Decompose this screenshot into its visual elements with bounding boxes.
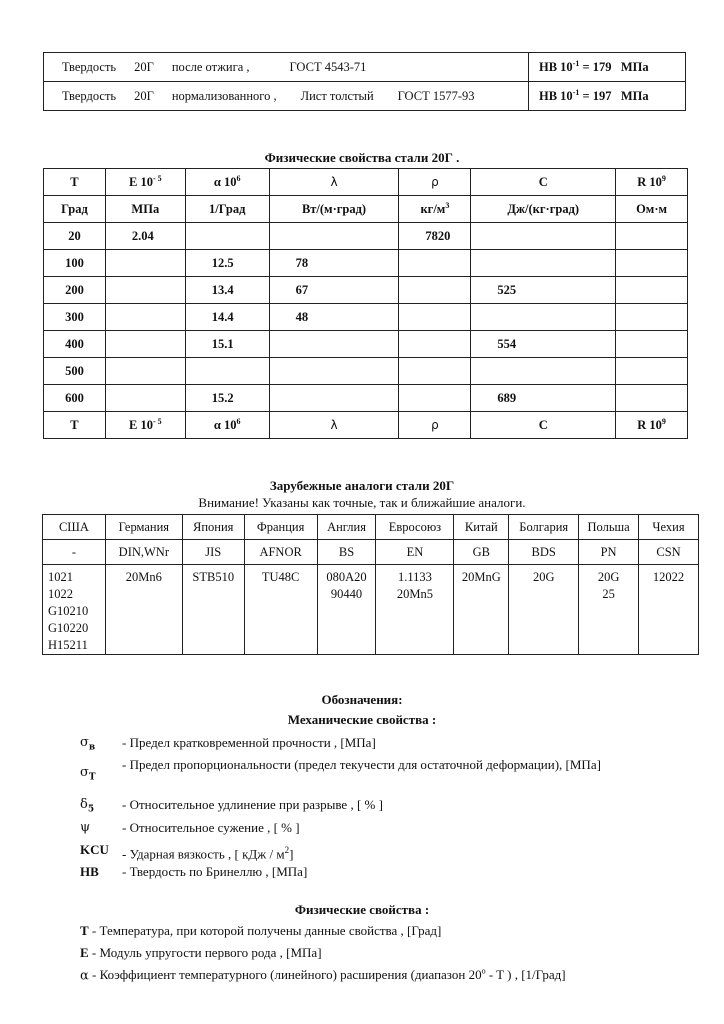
physical-cell [616,277,688,304]
sigma-t-symbol: $\sigma_T$ [80,765,96,783]
hardness-standard: ГОСТ 4543-71 [289,59,367,74]
physical-header-cell [616,169,688,196]
physical-cell [399,331,471,358]
analogs-standard-row [43,540,699,565]
physical-cell: 12.5 [185,250,269,277]
physical-cell: 554 [471,331,616,358]
physical-cell [269,385,399,412]
physical-unit-cell: Дж/(кг·град) [471,196,616,223]
header-symbol: E 10 [129,175,153,189]
physical-header-cell [616,412,688,439]
header-symbol: C [538,417,548,432]
legend-text: - Предел пропорциональности (предел текучести для остаточной деформации), [МПа] [122,757,601,772]
physical-header-row [44,169,688,196]
e-symbol: E [80,945,89,960]
physical-table [43,168,688,439]
header-symbol: α 10 [213,175,237,189]
legend-item [80,864,307,880]
physical-header-cell [471,412,616,439]
standard-cell: DIN,WNr [105,540,182,565]
legend-item [80,757,642,783]
grade-value: 1022 [48,587,73,601]
physical-unit-cell: Ом·м [616,196,688,223]
physical-cell: 67 [269,277,399,304]
hardness-row [44,53,686,82]
physical-cell [471,304,616,331]
grade-value: 20Mn5 [396,587,433,601]
t-symbol: T [80,923,89,938]
hardness-state: нормализованного , [171,88,277,103]
grade-cell [105,565,182,655]
physical-header-cell [44,412,106,439]
physical-cell: 14.4 [185,304,269,331]
legend-item [80,923,441,939]
physical-cell [269,223,399,250]
hardness-symbol: HB 10 [539,60,573,75]
legend-text: - Относительное сужение , [ % ] [122,820,300,835]
standard-cell: BS [317,540,376,565]
grade-cell [509,565,579,655]
grade-value: 20Mn6 [125,570,162,584]
physical-header-cell [105,412,185,439]
kcu-symbol: KCU [80,842,109,857]
physical-cell [185,223,269,250]
hardness-desc [44,82,529,111]
physical-cell [399,304,471,331]
physical-cell [616,331,688,358]
country-cell: Япония [182,515,244,540]
hardness-label: Твердость [62,59,117,74]
legend-item [80,820,300,836]
physical-data-row [44,304,688,331]
header-symbol: T [70,417,79,432]
grade-value: 20G [597,570,620,584]
country-cell: Евросоюз [376,515,454,540]
standard-cell: PN [579,540,639,565]
physical-cell [471,223,616,250]
legend-item [80,945,322,961]
grade-cell [43,565,106,655]
header-symbol: T [70,174,79,189]
physical-cell: 600 [44,385,106,412]
physical-cell [105,277,185,304]
physical-data-row [44,250,688,277]
standard-cell: AFNOR [244,540,317,565]
legend-text: - Твердость по Бринеллю , [МПа] [122,864,308,879]
hardness-label: Твердость [62,88,117,103]
physical-cell [105,304,185,331]
phys-legend-title: Физические свойства : [294,902,430,917]
header-exp: 6 [236,417,241,426]
grade-value: 90440 [330,587,363,601]
alpha-symbol: α [80,968,89,984]
physical-cell [185,358,269,385]
physical-cell [471,250,616,277]
grade-cell [182,565,244,655]
physical-cell [616,304,688,331]
grade-cell [244,565,317,655]
header-symbol: R 10 [637,418,662,432]
physical-cell [105,250,185,277]
physical-cell: 48 [269,304,399,331]
hardness-value [529,82,686,111]
grade-value: 12022 [652,570,685,584]
physical-header-cell [269,412,399,439]
grade-cell [376,565,454,655]
standard-cell: CSN [639,540,699,565]
hardness-value [529,53,686,82]
header-symbol: R 10 [637,175,662,189]
hardness-grade: 20Г [134,59,154,74]
country-cell: Франция [244,515,317,540]
physical-title: Физические свойства стали 20Г . [264,150,460,165]
legend-item [80,797,383,815]
physical-footer-row [44,412,688,439]
physical-cell: 300 [44,304,106,331]
physical-cell [616,250,688,277]
standard-cell: GB [454,540,509,565]
physical-header-cell [399,169,471,196]
header-exp: - 5 [152,174,162,183]
mech-title: Механические свойства : [287,712,437,727]
header-symbol: ρ [431,174,439,189]
hardness-unit: МПа [620,89,649,104]
grade-cell [579,565,639,655]
grade-value: 25 [602,587,615,601]
physical-header-cell [44,169,106,196]
sigma-b-symbol: $\sigma_в$ [80,735,96,753]
legend-text: - Относительное удлинение при разрыве , [ % ] [122,797,383,812]
hardness-state: после отжига , [171,59,250,74]
grade-value: G10220 [48,621,89,635]
hardness-exp: -1 [572,87,580,97]
physical-units-row [44,196,688,223]
physical-cell [471,358,616,385]
header-symbol: C [538,174,548,189]
hardness-symbol: HB 10 [539,89,573,104]
physical-unit-cell: Вт/(м·град) [269,196,399,223]
psi-symbol: ψ [80,820,91,835]
hardness-table [43,52,686,111]
physical-unit-cell: $кг/м^3$ [399,196,471,223]
standard-cell: JIS [182,540,244,565]
legend-item [80,967,566,983]
physical-cell [105,331,185,358]
legend-text: - Температура, при которой получены данные свойства , [Град] [91,923,442,938]
country-cell: Китай [454,515,509,540]
analogs-table [42,514,699,655]
standard-cell: BDS [509,540,579,565]
delta-symbol: $\delta_5$ [80,797,95,815]
grade-value: G10210 [48,604,89,618]
header-symbol: ρ [431,417,439,432]
physical-data-row [44,358,688,385]
physical-cell [399,250,471,277]
physical-cell [616,385,688,412]
physical-cell: 15.1 [185,331,269,358]
legend-text: - Предел кратковременной прочности , [МПа] [122,735,376,750]
hardness-desc [44,53,529,82]
physical-unit-cell: 1/Град [185,196,269,223]
country-cell: Англия [317,515,376,540]
physical-cell [105,358,185,385]
physical-cell [269,358,399,385]
physical-cell: 689 [471,385,616,412]
physical-header-cell [105,169,185,196]
header-exp: 6 [236,174,241,183]
physical-cell: 20 [44,223,106,250]
physical-header-cell [269,169,399,196]
header-exp: 9 [661,417,666,426]
grade-value: 20G [532,570,555,584]
legend-title: Обозначения: [321,692,403,707]
physical-header-cell [471,169,616,196]
country-cell: Болгария [509,515,579,540]
grade-cell [317,565,376,655]
physical-cell: 15.2 [185,385,269,412]
hardness-standard: ГОСТ 1577-93 [397,88,475,103]
physical-header-cell [399,412,471,439]
hardness-unit: МПа [620,60,649,75]
physical-data-row [44,223,688,250]
analogs-note: Внимание! Указаны как точные, так и ближайшие аналоги. [198,495,526,510]
physical-header-cell [185,169,269,196]
grade-value: 080A20 [326,570,367,584]
physical-cell [399,358,471,385]
physical-cell: 78 [269,250,399,277]
hardness-extra: Лист толстый [300,88,374,103]
legend-item [80,735,376,753]
header-symbol: λ [330,417,338,432]
country-cell: Германия [105,515,182,540]
physical-cell: 13.4 [185,277,269,304]
physical-cell [269,331,399,358]
legend-item [80,842,293,862]
physical-cell [616,223,688,250]
physical-header-cell [185,412,269,439]
header-symbol: E 10 [129,418,153,432]
legend-text: - Коэффициент температурного (линейного) расширения (диапазон 20$^o$ - T ) , [1/Град] [92,967,566,983]
physical-data-row [44,277,688,304]
country-cell: США [43,515,106,540]
grade-cell [639,565,699,655]
grade-value: 1021 [48,570,73,584]
hardness-result: = 197 [582,89,612,104]
grade-value: H15211 [48,638,88,652]
physical-cell [399,277,471,304]
hardness-result: = 179 [582,60,612,75]
header-symbol: α 10 [213,418,237,432]
standard-cell: EN [376,540,454,565]
legend-text: - Ударная вязкость , [ кДж / $м^2$] [122,845,294,862]
physical-data-row [44,331,688,358]
physical-cell [399,385,471,412]
physical-cell: 2.04 [105,223,185,250]
country-cell: Польша [579,515,639,540]
legend-text: - Модуль упругости первого рода , [МПа] [91,945,322,960]
standard-cell: - [43,540,106,565]
header-symbol: λ [330,174,338,189]
physical-cell [105,385,185,412]
hardness-grade: 20Г [134,88,154,103]
hb-symbol: HB [80,864,99,879]
physical-cell: 100 [44,250,106,277]
grade-value: TU48C [261,570,300,584]
header-exp: - 5 [152,417,162,426]
physical-cell: 7820 [399,223,471,250]
hardness-exp: -1 [572,58,580,68]
grade-value: 20MnG [461,570,501,584]
analogs-title: Зарубежные аналоги стали 20Г [269,478,455,493]
physical-unit-cell: МПа [105,196,185,223]
physical-unit-cell: Град [44,196,106,223]
physical-cell: 500 [44,358,106,385]
header-exp: 9 [661,174,666,183]
physical-cell: 400 [44,331,106,358]
grade-cell [454,565,509,655]
physical-cell: 200 [44,277,106,304]
country-cell: Чехия [639,515,699,540]
grade-value: STB510 [192,570,235,584]
grade-value: 1.1133 [397,570,432,584]
hardness-row [44,82,686,111]
analogs-country-row [43,515,699,540]
physical-cell: 525 [471,277,616,304]
physical-cell [616,358,688,385]
physical-data-row [44,385,688,412]
analogs-grade-row [43,565,699,655]
